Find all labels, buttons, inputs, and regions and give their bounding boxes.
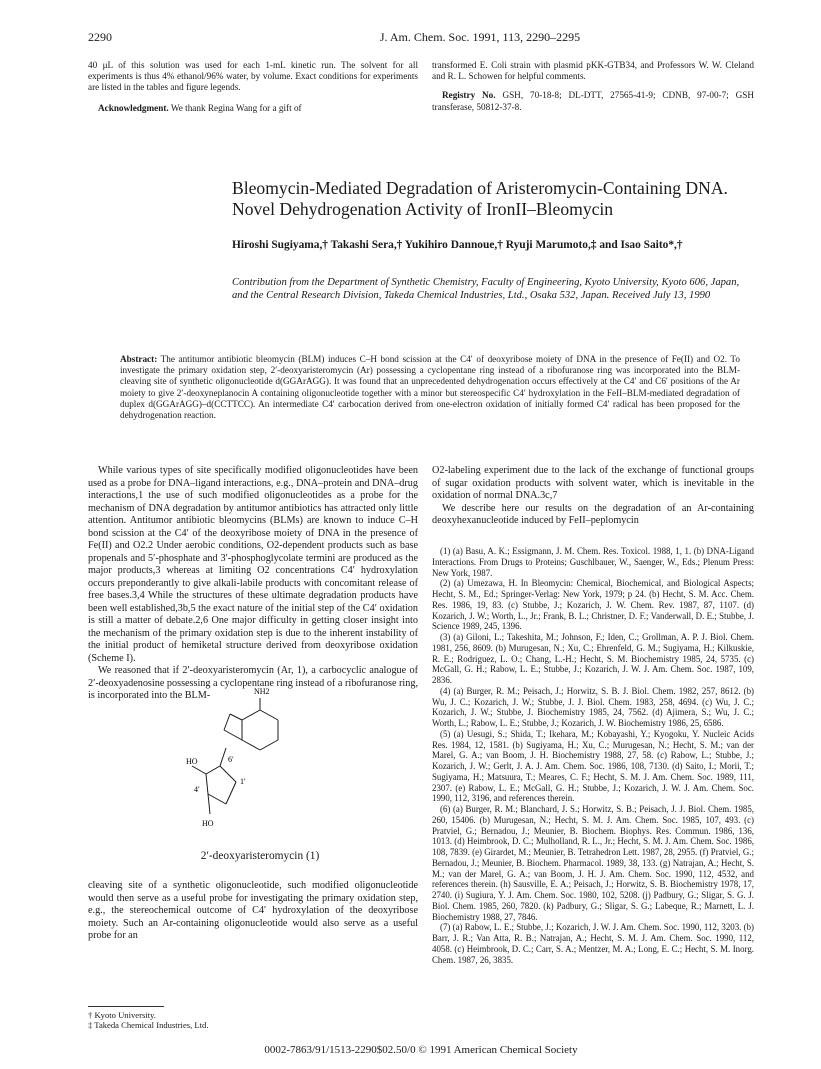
- c1-label: 1′: [240, 777, 246, 786]
- footnote-kyoto: † Kyoto University.: [88, 1010, 156, 1020]
- article-affiliation: Contribution from the Department of Synthetic Chemistry, Faculty of Engineering, Kyoto University, Kyoto 606, Japan, and the Central Research Division, Takeda Chemical Industries, Ltd., Osaka 532, Japan. Received July 13, 1990: [232, 277, 740, 302]
- body-paragraph-4: O2-labeling experiment due to the lack of the exchange of functional groups of sugar oxidation products with solvent water, which is inevitable in the oxidation of normal DNA.3c,7: [432, 465, 754, 501]
- abstract: [120, 354, 740, 421]
- copyright-footer: 0002-7863/91/1513-2290$02.50/0 © 1991 American Chemical Society: [264, 1044, 578, 1056]
- previous-article-tail-left: [88, 60, 418, 114]
- reference-4: (4) (a) Burger, R. M.; Peisach, J.; Horwitz, S. B. J. Biol. Chem. 1982, 257, 8612. (b) Wu, J. C.; Kozarich, J. W.; Stubbe, J. J. Biol. Chem. 1983, 258, 4694. (c) Wu, J. C.; Kozarich, J. W.; Stubbe, J. Biochemistry 1985, 24, 7562. (d) Ajimera, S.; Wu, J. C.; Worth, L.; Rabow, L. E.; Stubbe, J.; Kozarich, J. W. Biochemistry 1986, 25, 6586.: [432, 685, 754, 728]
- body-column-left: [88, 465, 418, 703]
- body-column-right: [432, 465, 754, 528]
- reference-1: (1) (a) Basu, A. K.; Essigmann, J. M. Chem. Res. Toxicol. 1988, 1, 1. (b) DNA-Ligand Interactions. From Drugs to Proteins; Guschlbauer, W., Saenger, W., Eds.; Plenum Press: New York, 1987.: [432, 546, 754, 578]
- body-paragraph-2: We reasoned that if 2′-deoxyaristeromycin (Ar, 1), a carbocyclic analogue of 2′-deoxyadenosine possessing a cyclopentane ring instead of a ribofuranose ring, is incorporated into the BLM-: [88, 665, 418, 701]
- acknowledgment-text: We thank Regina Wang for a gift of: [170, 102, 302, 113]
- reference-5: (5) (a) Uesugi, S.; Shida, T.; Ikehara, M.; Kobayashi, Y.; Kyogoku, Y. Nucleic Acids Res. 1984, 12, 1581. (b) Sugiyama, H.; Xu, C.; Murugesan, N.; Hecht, S. M.; van der Marel, G. A.; van Boom, J. H. Biochemistry 1988, 27, 58. (c) Rabow, L.; Stubbe, J.; Kozarich, J. W.; Gerlt, J. A. J. Am. Chem. Soc. 1986, 108, 7130. (d) Saito, I.; Morii, T.; Sugiyama, H.; Matsuura, T.; Meares, C. F.; Hecht, S. M. J. Am. Chem. Soc. 1989, 111, 2307. (e) Rabow, L. E.; McGall, G. H.; Stubbe, J.; Kozarich, J. W. J. Am. Chem. Soc. 1990, 112, 3196, and references therein.: [432, 728, 754, 804]
- article-authors: Hiroshi Sugiyama,† Takashi Sera,† Yukihiro Dannoue,† Ryuji Marumoto,‡ and Isao Saito*,†: [232, 239, 683, 251]
- nh2-label: NH2: [254, 687, 270, 696]
- footnote-divider: [88, 1006, 164, 1007]
- running-header: J. Am. Chem. Soc. 1991, 113, 2290–2295: [379, 30, 581, 44]
- body-paragraph-1: While various types of site specifically modified oligonucleotides have been used as a probe for DNA–ligand interactions, e.g., DNA–protein and DNA–drug interactions,1 the use of such modified oligonucleotides as a probe for the mechanism of DNA degradation by antitumor antibiotics has attracted only little attention. Antitumor antibiotic bleomycins (BLMs) are known to induce C–H bond scission at the C4′ of the deoxyribose moiety of DNA in the presence of Fe(II) and O2.2 Under aerobic conditions, O2-dependent products such as base propenals and 5′-phosphate and 3′-phosphoglycolate termini are produced as the major products,3 whereas at limiting O2 concentrations C4′ hydroxylation occurs preponderantly to give alkali-labile products with concomitant release of free bases.3,4 While the structures of these ultimate degradation products have been well established,3b,5 the exact nature of the initial step of the C4′ oxidation is still a matter of debate.2,6 One major difficulty in getting closer insight into the mechanism of the primary oxidation step is due to the inherent instability of the initial product of hemiketal structure derived from deoxyribose oxidation (Scheme I).: [88, 465, 418, 664]
- body-paragraph-5: We describe here our results on the degradation of an Ar-containing deoxyhexanucleotide induced by FeII–peplomycin: [432, 502, 754, 526]
- c4-label: 4′: [194, 785, 200, 794]
- reference-3: (3) (a) Giloni, L.; Takeshita, M.; Johnson, F.; Iden, C.; Grollman, A. P. J. Biol. Chem. 1981, 256, 8609. (b) Murugesan, N.; Xu, C.; Ehrenfeld, G. M.; Sugiyama, H.; Kilkuskie, R. E.; Rodriguez, L. O.; Chang, L.-H.; Hecht, S. M. Biochemistry 1985, 24, 5735. (c) McGall, G. H.; Rabow, L. E.; Stubbe, J.; Kozarich, J. W. J. Am. Chem. Soc. 1987, 109, 2836.: [432, 632, 754, 685]
- reference-2: (2) (a) Umezawa, H. In Bleomycin: Chemical, Biochemical, and Biological Aspects; Hecht, S. M., Ed.; Springer-Verlag: New York, 1979; p 24. (b) Hecht, S. M. Acc. Chem. Res. 1986, 19, 83. (c) Stubbe, J.; Kozarich, J. W. Chem. Rev. 1987, 87, 1107. (d) Kozarich, J. W.; Worth, L., Jr.; Frank, B. L.; Christner, D. F.; Vanderwall, D. E.; Stubbe, J. Science 1989, 245, 1396.: [432, 578, 754, 632]
- ho-label-bottom: HO: [202, 819, 214, 828]
- footnote-takeda: ‡ Takeda Chemical Industries, Ltd.: [88, 1020, 209, 1031]
- previous-article-tail-right: [432, 60, 754, 113]
- reference-6: (6) (a) Burger, R. M.; Blanchard, J. S.; Horwitz, S. B.; Peisach, J. J. Biol. Chem. 1985, 260, 15406. (b) Murugesan, N.; Hecht, S. M. J. Am. Chem. Soc. 1985, 107, 493. (c) Pratviel, G.; Bernadou, J.; Meunier, B. Biochem. Biophys. Res. Commun. 1986, 136, 1013. (d) Heimbrook, D. C.; Mulholland, R. L., Jr.; Hecht, S. M. J. Am. Chem. Soc. 1986, 108, 7839. (e) Girardet, M.; Meunier, B. Tetrahedron Lett. 1987, 28, 2955. (f) Pratviel, G.; Bernadou, J.; Meunier, B. Biochem. Pharmacol. 1989, 38, 133. (g) Natrajan, A.; Hecht, S. M.; van der Marel, G. A.; van Boom, J. H. J. Am. Chem. Soc. 1990, 112, 4532, and references therein. (h) Sausville, E. A.; Peisach, J.; Horwitz, S. B. Biochemistry 1978, 17, 2740. (i) Sugiura, Y. J. Am. Chem. Soc. 1980, 102, 5208. (j) Padbury, G.; Sligar, S. G. J. Biol. Chem. 1985, 260, 7820. (k) Padbury, G.; Sligar, S. G.; Labeque, R.; Marnett, L. J. Biochemistry 1988, 27, 7846.: [432, 804, 754, 922]
- footnotes: [88, 1010, 418, 1031]
- abstract-text: The antitumor antibiotic bleomycin (BLM) induces C–H bond scission at the C4′ of deoxyribose moiety of DNA in the presence of Fe(II) and O2. To investigate the primary oxidation step, 2′-deoxyaristeromycin (Ar) possessing a cyclopentane ring instead of a ribofuranose ring was incorporated into the BLM-cleaving site of synthetic oligonucleotide d(GGArAGG). It was found that an unprecedented dehydrogenation occurs effectively at the C4′ and C6′ positions of the Ar moiety to give 2′-deoxyneplanocin A containing oligonucleotide together with a minor but stereospecific C4′ hydroxylation in the FeII–BLM-mediated degradation of duplex d(GGArAGG)–d(CCTTCC). An intermediate C4′ carbocation derived from one-electron oxidation of initially formed C4′ radical has been proposed for the dehydrogenation reaction.: [120, 354, 740, 421]
- structure-caption: 2′-deoxyaristeromycin (1): [200, 850, 320, 862]
- experimental-note: 40 μL of this solution was used for each 1-mL kinetic run. The solvent for all experiments is thus 4% ethanol/96% water, by volume. Exact conditions for experiments are listed in the tables and figure legends.: [88, 60, 418, 93]
- page-number: 2290: [88, 30, 112, 44]
- registry-text: GSH, 70-18-8; DL-DTT, 27565-41-9; CDNB, 97-00-7; GSH transferase, 50812-37-8.: [432, 90, 754, 112]
- body-paragraph-3: cleaving site of a synthetic oligonucleotide, such modified oligonucleotide would then serve as a useful probe for investigating the primary oxidation step, e.g., the stereochemical outcome of C4′ hydroxylation of the deoxyribose moiety. Such an Ar-containing oligonucleotide would also serve as a useful probe for an: [88, 880, 418, 941]
- references: [432, 546, 754, 965]
- reference-7: (7) (a) Rabow, L. E.; Stubbe, J.; Kozarich, J. W. J. Am. Chem. Soc. 1990, 112, 3203. (b) Barr, J. R.; Van Atta, R. B.; Natrajan, A.; Hecht, S. M. J. Am. Chem. Soc. 1990, 112, 4058. (c) Heimbrook, D. C.; Carr, S. A.; Mentzer, M. A.; Long, E. C.; Hecht, S. M. Inorg. Chem. 1987, 26, 3835.: [432, 922, 754, 965]
- registry-heading: Registry No.: [442, 90, 496, 101]
- abstract-label: Abstract:: [120, 354, 158, 364]
- body-column-left-continued: [88, 880, 418, 943]
- c6-label: 6′: [228, 755, 234, 764]
- acknowledgment: [88, 103, 418, 114]
- aristeromycin-structure: [186, 680, 336, 845]
- acknowledgment-continued: transformed E. Coli strain with plasmid pKK-GTB34, and Professors W. W. Cleland and R. L. Schowen for helpful comments.: [432, 60, 754, 82]
- article-title: Bleomycin-Mediated Degradation of Aristeromycin-Containing DNA. Novel Dehydrogenation Activity of IronII–Bleomycin: [232, 178, 728, 219]
- acknowledgment-heading: Acknowledgment.: [98, 102, 169, 113]
- registry-numbers: [432, 90, 754, 112]
- ho-label-top: HO: [186, 757, 198, 766]
